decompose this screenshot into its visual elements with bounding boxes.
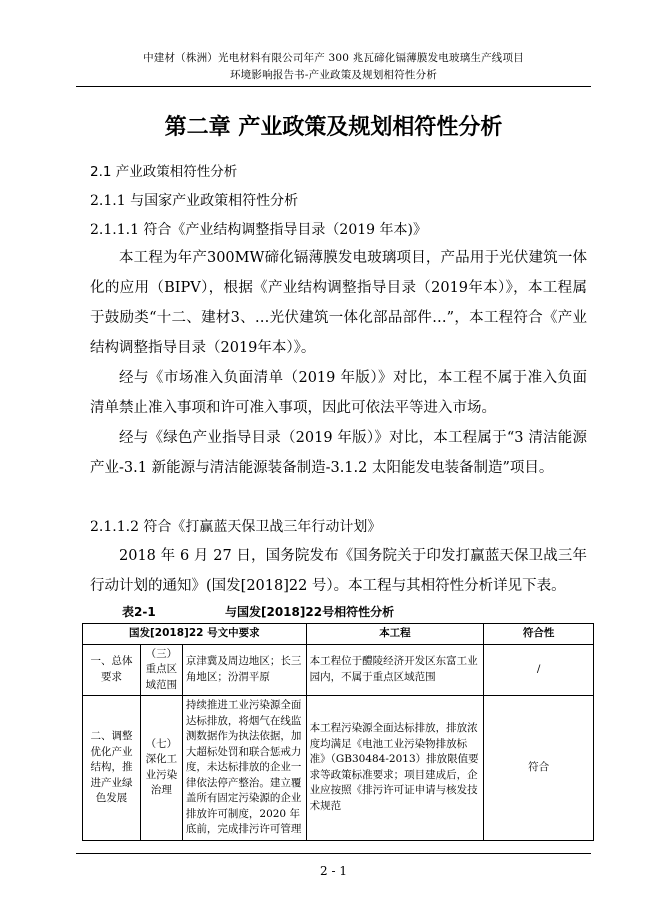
table-header-row	[83, 624, 594, 645]
header-line-1: 中建材（株洲）光电材料有限公司年产 300 兆瓦碲化镉薄膜发电玻璃生产线项目	[143, 52, 524, 64]
compliance-table	[82, 623, 594, 841]
section-heading-2-1-1-1: 2.1.1.1 符合《产业结构调整指导目录（2019 年本)》	[90, 222, 427, 238]
table-cell-subcategory: （七）深化工业污染治理	[140, 696, 182, 841]
footer-rule	[76, 853, 591, 854]
table-cell-category: 二、调整优化产业结构，推进产业绿色发展	[83, 696, 141, 841]
table-header-requirement: 国发[2018]22 号文中要求	[83, 624, 307, 645]
paragraph-1: 本工程为年产300MW碲化镉薄膜发电玻璃项目，产品用于光伏建筑一体化的应用（BIPV），根据《产业结构调整指导目录（2019年本）》，本工程属于鼓励类“十二、建材3、…光伏建筑一体化部品部件…”，本工程符合《产业结构调整指导目录（2019年本）》。	[90, 250, 587, 356]
table-cell-subcategory: （三）重点区域范围	[140, 644, 182, 696]
section-heading-2-1-1-2: 2.1.1.2 符合《打赢蓝天保卫战三年行动计划》	[90, 519, 382, 535]
header-rule	[76, 86, 591, 87]
section-heading-2-1-1: 2.1.1 与国家产业政策相符性分析	[90, 193, 299, 209]
table-cell-compliance: 符合	[484, 696, 594, 841]
header-line-2: 环境影响报告书-产业政策及规划相符性分析	[229, 69, 438, 81]
table-cell-project: 本工程位于醴陵经济开发区东富工业园内，不属于重点区域范围	[306, 644, 484, 696]
table-cell-requirement: 京津冀及周边地区；长三角地区；汾渭平原	[182, 644, 306, 696]
table-cell-requirement: 持续推进工业污染源全面达标排放，将烟气在线监测数据作为执法依据，加大超标处罚和联合惩戒力度，未达标排放的企业一律依法停产整治。建立覆盖所有固定污染源的企业排放许可制度，2020 年底前，完成排污许可管理	[182, 696, 306, 841]
paragraph-3: 经与《绿色产业指导目录（2019 年版）》对比，本工程属于“3 清洁能源产业-3.1 新能源与清洁能源装备制造-3.1.2 太阳能发电装备制造”项目。	[90, 430, 587, 476]
section-heading-2-1: 2.1 产业政策相符性分析	[90, 164, 238, 180]
paragraph-4: 2018 年 6 月 27 日，国务院发布《国务院关于印发打赢蓝天保卫战三年行动计划的通知》(国发[2018]22 号）。本工程与其相符性分析详见下表。	[90, 548, 587, 594]
page-number: 2 - 1	[320, 864, 347, 878]
table-header-project: 本工程	[306, 624, 484, 645]
chapter-title: 第二章 产业政策及规划相符性分析	[164, 115, 503, 140]
table-cell-category: 一、总体要求	[83, 644, 141, 696]
table-row	[83, 696, 594, 841]
table-header-compliance: 符合性	[484, 624, 594, 645]
table-row	[83, 644, 594, 696]
table-caption-title: 与国发[2018]22号相符性分析	[225, 605, 395, 619]
table-cell-project: 本工程污染源全面达标排放，排放浓度均满足《电池工业污染物排放标准》（GB30484-2013）排放限值要求等政策标准要求；项目建成后，企业应按照《排污许可证申请与核发技术规范	[306, 696, 484, 841]
page-header	[0, 50, 667, 84]
paragraph-2: 经与《市场准入负面清单（2019 年版）》对比，本工程不属于准入负面清单禁止准入事项和许可准入事项，因此可依法平等进入市场。	[90, 370, 587, 416]
table-caption-number: 表2-1	[122, 605, 156, 619]
table-cell-compliance: /	[484, 644, 594, 696]
